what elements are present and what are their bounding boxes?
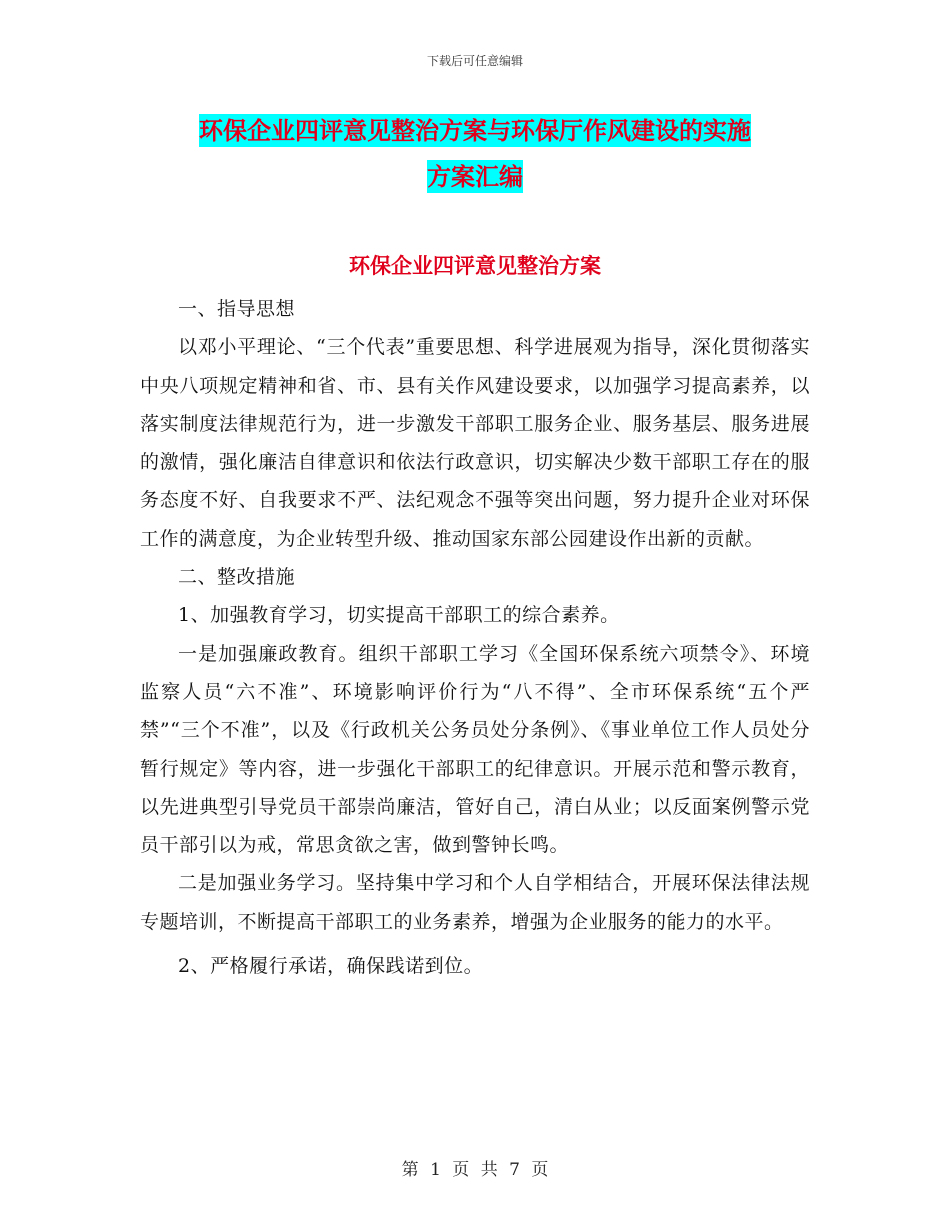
heading-rectification-measures: 二、整改措施 — [178, 566, 296, 589]
document-title — [140, 108, 810, 200]
paragraph-business-study: 二是加强业务学习。坚持集中学习和个人自学相结合，开展环保法律法规专题培训，不断提高干部职工的业务素养，增强为企业服务的能力的水平。 — [140, 872, 810, 933]
paragraph-guiding-thought: 以邓小平理论、“三个代表”重要思想、科学进展观为指导，深化贯彻落实中央八项规定精神和省、市、县有关作风建设要求，以加强学习提高素养，以落实制度法律规范行为，进一步激发干部职工服务企业、服务基层、服务进展的激情，强化廉洁自律意识和依法行政意识，切实解决少数干部职工存在的服务态度不好、自我要求不严、法纪观念不强等突出问题，努力提升企业对环保工作的满意度，为企业转型升级、推动国家东部公园建设作出新的贡献。 — [140, 336, 810, 550]
section-title: 环保企业四评意见整治方案 — [349, 253, 601, 278]
page-header: 下载后可任意编辑 — [426, 54, 523, 68]
subheading-education-study: 1、加强教育学习，切实提高干部职工的综合素养。 — [178, 604, 620, 627]
document-body — [140, 290, 810, 985]
heading-guiding-thought: 一、指导思想 — [178, 298, 296, 320]
document-title-line2: 方案汇编 — [427, 162, 523, 191]
subheading-fulfill-commitments: 2、严格履行承诺，确保践诺到位。 — [178, 955, 484, 978]
paragraph-integrity-education: 一是加强廉政教育。组织干部职工学习《全国环保系统六项禁令》、环境监察人员“六不准”、环境影响评价行为“八不得”、全市环保系统“五个严禁”“三个不准”，以及《行政机关公务员处分条例》、《事业单位工作人员处分暂行规定》等内容，进一步强化干部职工的纪律意识。开展示范和警示教育，以先进典型引导党员干部崇尚廉洁，管好自己，清白从业；以反面案例警示党员干部引以为戒，常思贪欲之害，做到警钟长鸣。 — [140, 642, 810, 857]
document-title-line1: 环保企业四评意见整治方案与环保厅作风建设的实施 — [199, 116, 751, 145]
page-footer: 第 1 页 共 7 页 — [401, 1160, 549, 1180]
